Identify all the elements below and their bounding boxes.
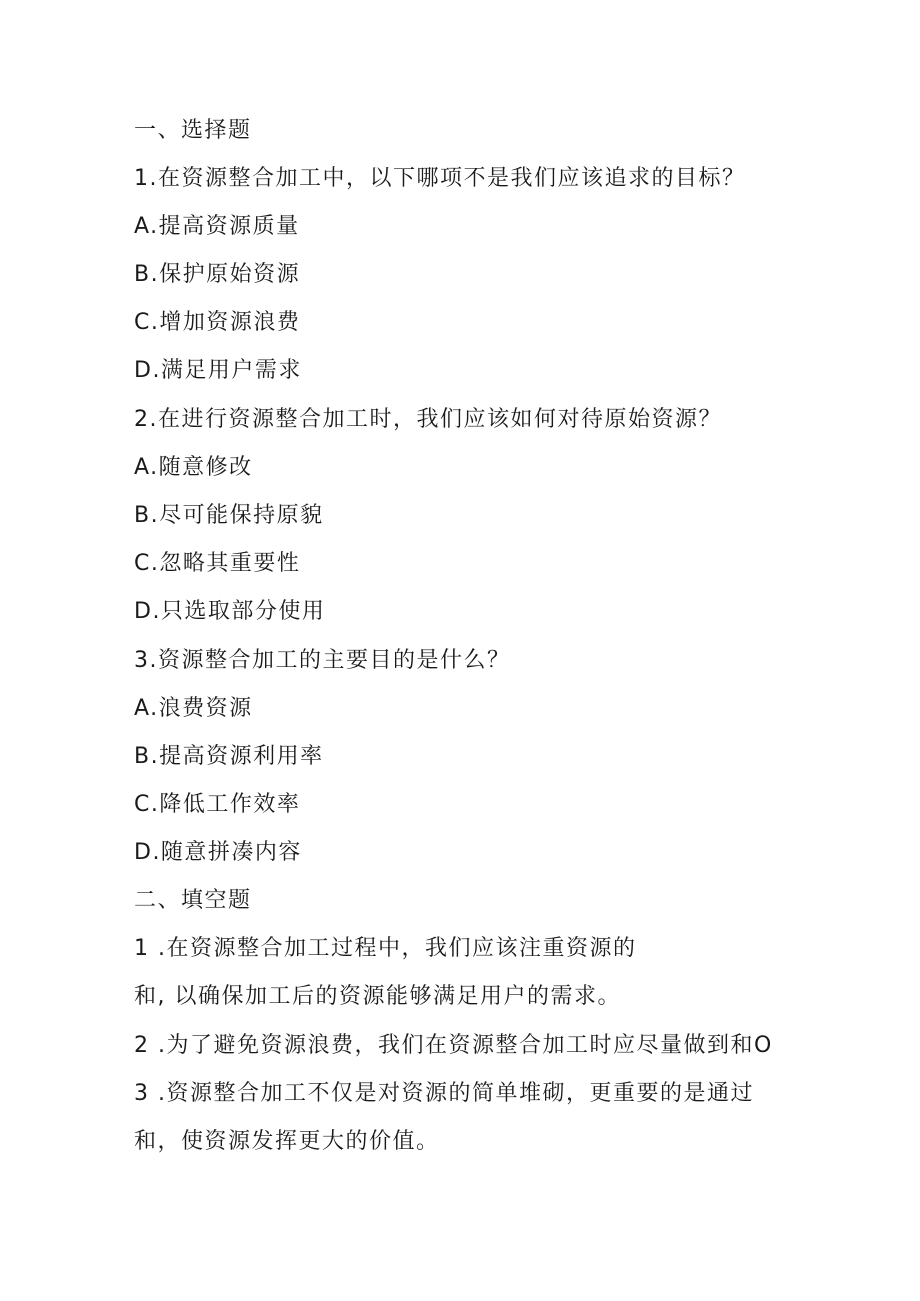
question-2-prompt: 2.在进行资源整合加工时，我们应该如何对待原始资源？ xyxy=(134,407,722,432)
question-3-option-b: B.提高资源利用率 xyxy=(134,744,324,769)
fill-blank-1-line-1: 1 .在资源整合加工过程中，我们应该注重资源的 xyxy=(134,936,637,961)
question-3-option-c: C.降低工作效率 xyxy=(134,792,301,817)
question-1-prompt: 1.在资源整合加工中，以下哪项不是我们应该追求的目标？ xyxy=(134,166,746,191)
question-2-option-a: A.随意修改 xyxy=(134,455,253,480)
fill-blank-1-line-2: 和, 以确保加工后的资源能够满足用户的需求。 xyxy=(134,984,621,1009)
section-title-choice: 一、选择题 xyxy=(134,118,252,143)
question-3-option-a: A.浪费资源 xyxy=(134,696,253,721)
question-2-option-d: D.只选取部分使用 xyxy=(134,599,326,624)
question-1-option-a: A.提高资源质量 xyxy=(134,214,300,239)
fill-blank-3-line-2: 和，使资源发挥更大的价值。 xyxy=(134,1129,440,1154)
fill-blank-3-line-1: 3 .资源整合加工不仅是对资源的简单堆砌，更重要的是通过 xyxy=(134,1081,754,1106)
question-1-option-c: C.增加资源浪费 xyxy=(134,310,301,335)
question-1-option-d: D.满足用户需求 xyxy=(134,358,302,383)
section-title-fill-blank: 二、填空题 xyxy=(134,888,252,913)
question-1-option-b: B.保护原始资源 xyxy=(134,262,301,287)
fill-blank-2: 2 .为了避免资源浪费，我们在资源整合加工时应尽量做到和O xyxy=(134,1033,773,1058)
question-3-prompt: 3.资源整合加工的主要目的是什么？ xyxy=(134,648,511,673)
question-2-option-c: C.忽略其重要性 xyxy=(134,551,301,576)
question-2-option-b: B.尽可能保持原貌 xyxy=(134,503,324,528)
question-3-option-d: D.随意拼凑内容 xyxy=(134,840,302,865)
